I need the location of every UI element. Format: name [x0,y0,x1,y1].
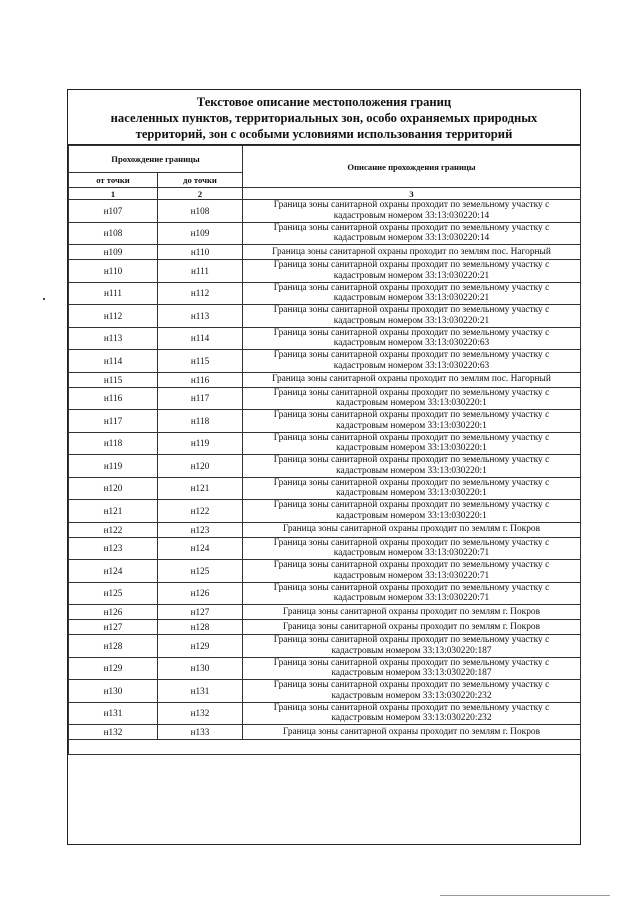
description-line-1: Граница зоны санитарной охраны проходит по земельному участку с [273,477,550,488]
description-line-1: Граница зоны санитарной охраны проходит по земельному участку с [273,410,550,421]
description-line-2: кадастровым номером 33:13:030220:71 [333,570,490,581]
description-cell [243,305,581,328]
description-line-1: Граница зоны санитарной охраны проходит по землям г. Покров [282,621,540,632]
scan-speck [43,298,45,300]
description-cell [243,200,581,223]
to-point-cell: н132 [158,702,243,725]
table-row [69,635,581,658]
description-line-1: Граница зоны санитарной охраны проходит по земельному участку с [273,635,550,646]
scan-edge-line [440,895,610,896]
description-header: Описание прохождения границы [243,146,581,188]
description-line-2: кадастровым номером 33:13:030220:232 [331,690,492,701]
from-point-cell: н108 [69,222,158,245]
description-line-2: кадастровым номером 33:13:030220:71 [333,548,490,559]
from-point-cell: н130 [69,680,158,703]
description-line-2: кадастровым номером 33:13:030220:1 [336,488,487,499]
from-point-cell: н115 [69,372,158,387]
table-body [69,200,581,755]
description-cell [243,657,581,680]
description-line-2: кадастровым номером 33:13:030220:187 [331,645,492,656]
to-point-cell: н110 [158,245,243,260]
description-line-1: Граница зоны санитарной охраны проходит по земельному участку с [273,327,550,338]
table-row [69,680,581,703]
description-line-1: Граница зоны санитарной охраны проходит по земельному участку с [273,305,550,316]
description-line-1: Граница зоны санитарной охраны проходит по землям г. Покров [282,524,540,535]
description-line-2: кадастровым номером 33:13:030220:71 [333,593,490,604]
table-row [69,537,581,560]
column-number-3: 3 [243,188,581,200]
to-point-cell: н130 [158,657,243,680]
to-point-cell: н125 [158,560,243,583]
title-line-1: Текстовое описание местоположения границ [196,95,452,109]
description-line-1: Граница зоны санитарной охраны проходит по земельному участку с [273,500,550,511]
to-point-cell: н116 [158,372,243,387]
description-cell [243,410,581,433]
description-cell [243,477,581,500]
description-line-2: кадастровым номером 33:13:030220:63 [333,338,490,349]
empty-cell [69,740,581,755]
description-cell [243,387,581,410]
description-line-1: Граница зоны санитарной охраны проходит по земельному участку с [273,260,550,271]
description-line-1: Граница зоны санитарной охраны проходит по земельному участку с [273,582,550,593]
description-line-2: кадастровым номером 33:13:030220:1 [336,420,487,431]
from-point-cell: н109 [69,245,158,260]
document-title [68,90,580,145]
from-point-cell: н113 [69,327,158,350]
to-point-cell: н133 [158,725,243,740]
table-row [69,657,581,680]
table-row [69,327,581,350]
to-point-cell: н124 [158,537,243,560]
from-point-cell: н131 [69,702,158,725]
from-point-cell: н119 [69,455,158,478]
description-line-1: Граница зоны санитарной охраны проходит по землям пос. Нагорный [272,246,551,257]
description-line-1: Граница зоны санитарной охраны проходит по земельному участку с [273,222,550,233]
description-line-1: Граница зоны санитарной охраны проходит по землям г. Покров [282,606,540,617]
table-row [69,582,581,605]
from-point-cell: н124 [69,560,158,583]
description-cell [243,245,581,260]
description-line-1: Граница зоны санитарной охраны проходит по земельному участку с [273,702,550,713]
table-row [69,432,581,455]
description-cell [243,432,581,455]
description-line-2: кадастровым номером 33:13:030220:14 [333,210,490,221]
to-point-cell: н121 [158,477,243,500]
description-line-1: Граница зоны санитарной охраны проходит по земельному участку с [273,680,550,691]
description-line-1: Граница зоны санитарной охраны проходит по земельному участку с [273,537,550,548]
to-point-cell: н127 [158,605,243,620]
table-row [69,605,581,620]
description-line-1: Граница зоны санитарной охраны проходит по земельному участку с [273,282,550,293]
to-point-cell: н117 [158,387,243,410]
table-row [69,702,581,725]
table-row [69,620,581,635]
from-point-cell: н125 [69,582,158,605]
title-line-2: населенных пунктов, территориальных зон, особо охраняемых природных [110,111,538,125]
to-point-cell: н123 [158,522,243,537]
table-row [69,245,581,260]
from-point-cell: н107 [69,200,158,223]
from-point-cell: н111 [69,282,158,305]
description-cell [243,635,581,658]
description-line-1: Граница зоны санитарной охраны проходит по земельному участку с [273,432,550,443]
table-row [69,500,581,523]
table-row [69,372,581,387]
to-point-cell: н120 [158,455,243,478]
table-row [69,200,581,223]
from-point-cell: н118 [69,432,158,455]
to-point-cell: н126 [158,582,243,605]
table-row [69,260,581,283]
description-cell [243,560,581,583]
description-cell [243,537,581,560]
from-point-cell: н120 [69,477,158,500]
table-row [69,560,581,583]
description-cell [243,725,581,740]
description-line-2: кадастровым номером 33:13:030220:1 [336,510,487,521]
description-line-1: Граница зоны санитарной охраны проходит по земельному участку с [273,455,550,466]
passage-header: Прохождение границы [69,146,243,173]
description-line-1: Граница зоны санитарной охраны проходит по земельному участку с [273,387,550,398]
description-cell [243,372,581,387]
to-point-cell: н128 [158,620,243,635]
description-cell [243,455,581,478]
from-point-cell: н114 [69,350,158,373]
description-line-2: кадастровым номером 33:13:030220:21 [333,293,490,304]
description-cell [243,222,581,245]
to-point-cell: н118 [158,410,243,433]
description-cell [243,605,581,620]
from-point-cell: н127 [69,620,158,635]
from-point-cell: н123 [69,537,158,560]
from-point-cell: н121 [69,500,158,523]
description-cell [243,282,581,305]
table-row [69,282,581,305]
description-line-1: Граница зоны санитарной охраны проходит по землям пос. Нагорный [272,374,551,385]
to-point-cell: н115 [158,350,243,373]
description-cell [243,680,581,703]
empty-row [69,740,581,755]
to-point-cell: н114 [158,327,243,350]
table-row [69,305,581,328]
table-row [69,222,581,245]
description-line-2: кадастровым номером 33:13:030220:1 [336,443,487,454]
table-row [69,350,581,373]
table-row [69,410,581,433]
description-cell [243,522,581,537]
from-point-cell: н110 [69,260,158,283]
document-frame [67,89,581,845]
from-point-cell: н116 [69,387,158,410]
description-cell [243,500,581,523]
to-point-cell: н112 [158,282,243,305]
description-line-2: кадастровым номером 33:13:030220:232 [331,713,492,724]
table-row [69,387,581,410]
column-number-1: 1 [69,188,158,200]
table-row [69,455,581,478]
to-point-cell: н119 [158,432,243,455]
to-point-cell: н109 [158,222,243,245]
boundary-table [68,145,581,755]
to-point-cell: н131 [158,680,243,703]
to-point-header: до точки [158,173,243,188]
from-point-cell: н126 [69,605,158,620]
title-line-3: территорий, зон с особыми условиями использования территорий [135,127,513,141]
description-line-2: кадастровым номером 33:13:030220:63 [333,360,490,371]
table-row [69,477,581,500]
from-point-cell: н122 [69,522,158,537]
description-line-2: кадастровым номером 33:13:030220:14 [333,233,490,244]
description-line-2: кадастровым номером 33:13:030220:1 [336,465,487,476]
from-point-cell: н112 [69,305,158,328]
from-point-cell: н132 [69,725,158,740]
to-point-cell: н108 [158,200,243,223]
column-number-2: 2 [158,188,243,200]
description-line-2: кадастровым номером 33:13:030220:187 [331,668,492,679]
description-line-1: Граница зоны санитарной охраны проходит по землям г. Покров [282,726,540,737]
from-point-cell: н128 [69,635,158,658]
description-cell [243,350,581,373]
description-line-2: кадастровым номером 33:13:030220:21 [333,270,490,281]
table-row [69,522,581,537]
from-point-cell: н129 [69,657,158,680]
from-point-header: от точки [69,173,158,188]
description-line-2: кадастровым номером 33:13:030220:21 [333,315,490,326]
to-point-cell: н129 [158,635,243,658]
to-point-cell: н113 [158,305,243,328]
description-line-1: Граница зоны санитарной охраны проходит по земельному участку с [273,350,550,361]
description-cell [243,582,581,605]
description-cell [243,702,581,725]
description-cell [243,620,581,635]
to-point-cell: н122 [158,500,243,523]
description-line-1: Граница зоны санитарной охраны проходит по земельному участку с [273,200,550,211]
to-point-cell: н111 [158,260,243,283]
description-line-1: Граница зоны санитарной охраны проходит по земельному участку с [273,560,550,571]
description-cell [243,327,581,350]
table-row [69,725,581,740]
description-line-2: кадастровым номером 33:13:030220:1 [336,398,487,409]
description-cell [243,260,581,283]
from-point-cell: н117 [69,410,158,433]
description-line-1: Граница зоны санитарной охраны проходит по земельному участку с [273,657,550,668]
